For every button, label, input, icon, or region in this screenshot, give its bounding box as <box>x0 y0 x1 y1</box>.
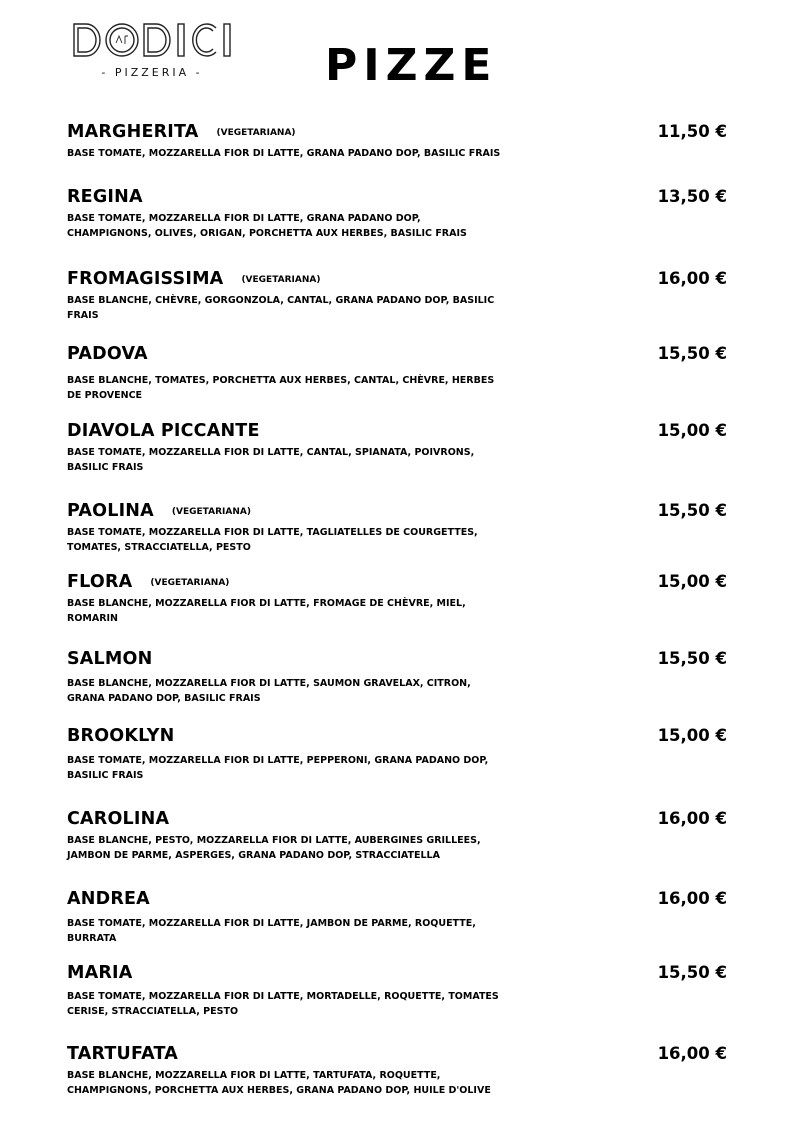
menu-item <box>67 962 727 1019</box>
menu-item <box>67 571 727 626</box>
item-name: MARIA <box>67 963 133 983</box>
menu-item <box>67 500 727 555</box>
item-tag: (VEGETARIANA) <box>150 578 230 588</box>
item-name: FROMAGISSIMA <box>67 269 224 289</box>
item-description: BASE TOMATE, MOZZARELLA FIOR DI LATTE, MORTADELLE, ROQUETTE, TOMATES CERISE, STRACCIATELLA, PESTO <box>67 991 499 1017</box>
pizzeria-subtitle: - PIZZERIA - <box>101 66 203 79</box>
item-name: ANDREA <box>67 889 150 909</box>
item-name: MARGHERITA <box>67 122 199 142</box>
item-price: 15,50 € <box>657 501 727 520</box>
item-name: PADOVA <box>67 344 148 364</box>
item-price: 13,50 € <box>657 187 727 206</box>
item-price: 15,50 € <box>657 963 727 982</box>
item-name: REGINA <box>67 187 143 207</box>
menu-item <box>67 343 727 403</box>
item-name: PAOLINA <box>67 501 154 521</box>
item-description: BASE TOMATE, MOZZARELLA FIOR DI LATTE, CANTAL, SPIANATA, POIVRONS, BASILIC FRAIS <box>67 447 475 473</box>
item-price: 15,50 € <box>657 344 727 363</box>
menu-item <box>67 121 727 161</box>
item-description: BASE BLANCHE, CHÈVRE, GORGONZOLA, CANTAL, GRANA PADANO DOP, BASILIC FRAIS <box>67 295 495 321</box>
item-tag: (VEGETARIANA) <box>171 507 251 517</box>
item-name: FLORA <box>67 572 133 592</box>
item-description: BASE BLANCHE, TOMATES, PORCHETTA AUX HERBES, CANTAL, CHÈVRE, HERBES DE PROVENCE <box>67 375 495 401</box>
item-price: 16,00 € <box>657 889 727 908</box>
item-description: BASE TOMATE, MOZZARELLA FIOR DI LATTE, JAMBON DE PARME, ROQUETTE, BURRATA <box>67 918 476 944</box>
menu-item <box>67 186 727 241</box>
item-description: BASE BLANCHE, MOZZARELLA FIOR DI LATTE, FROMAGE DE CHÈVRE, MIEL, ROMARIN <box>67 598 466 624</box>
menu-item <box>67 420 727 475</box>
item-description: BASE TOMATE, MOZZARELLA FIOR DI LATTE, PEPPERONI, GRANA PADANO DOP, BASILIC FRAIS <box>67 755 489 781</box>
item-name: BROOKLYN <box>67 726 175 746</box>
menu-item <box>67 648 727 706</box>
menu-item <box>67 268 727 323</box>
pizzeria-logo <box>72 20 232 82</box>
item-name: CAROLINA <box>67 809 170 829</box>
item-tag: (VEGETARIANA) <box>216 128 296 138</box>
item-price: 16,00 € <box>657 809 727 828</box>
item-description: BASE TOMATE, MOZZARELLA FIOR DI LATTE, TAGLIATELLES DE COURGETTES, TOMATES, STRACCIATELLA, PESTO <box>67 527 478 553</box>
menu-item <box>67 725 727 783</box>
item-name: DIAVOLA PICCANTE <box>67 421 260 441</box>
menu-item <box>67 1043 727 1098</box>
item-name: SALMON <box>67 649 153 669</box>
dodici-logo-mark <box>72 20 232 60</box>
item-price: 15,00 € <box>657 421 727 440</box>
item-price: 15,50 € <box>657 649 727 668</box>
menu-item <box>67 808 727 863</box>
item-description: BASE TOMATE, MOZZARELLA FIOR DI LATTE, GRANA PADANO DOP, CHAMPIGNONS, OLIVES, ORIGAN, PORCHETTA AUX HERBES, BASILIC FRAIS <box>67 213 467 239</box>
item-price: 15,00 € <box>657 726 727 745</box>
page-title: PIZZE <box>325 40 498 91</box>
menu-item <box>67 888 727 946</box>
item-price: 16,00 € <box>657 1044 727 1063</box>
item-price: 11,50 € <box>657 122 727 141</box>
item-tag: (VEGETARIANA) <box>241 275 321 285</box>
item-price: 16,00 € <box>657 269 727 288</box>
item-price: 15,00 € <box>657 572 727 591</box>
item-description: BASE TOMATE, MOZZARELLA FIOR DI LATTE, GRANA PADANO DOP, BASILIC FRAIS <box>67 148 501 159</box>
item-description: BASE BLANCHE, MOZZARELLA FIOR DI LATTE, SAUMON GRAVELAX, CITRON, GRANA PADANO DOP, BASILIC FRAIS <box>67 678 471 704</box>
item-description: BASE BLANCHE, MOZZARELLA FIOR DI LATTE, TARTUFATA, ROQUETTE, CHAMPIGNONS, PORCHETTA AUX HERBES, GRANA PADANO DOP, HUILE D'OLIVE <box>67 1070 491 1096</box>
item-description: BASE BLANCHE, PESTO, MOZZARELLA FIOR DI LATTE, AUBERGINES GRILLEES, JAMBON DE PARME, ASPERGES, GRANA PADANO DOP, STRACCIATELLA <box>67 835 481 861</box>
item-name: TARTUFATA <box>67 1044 179 1064</box>
